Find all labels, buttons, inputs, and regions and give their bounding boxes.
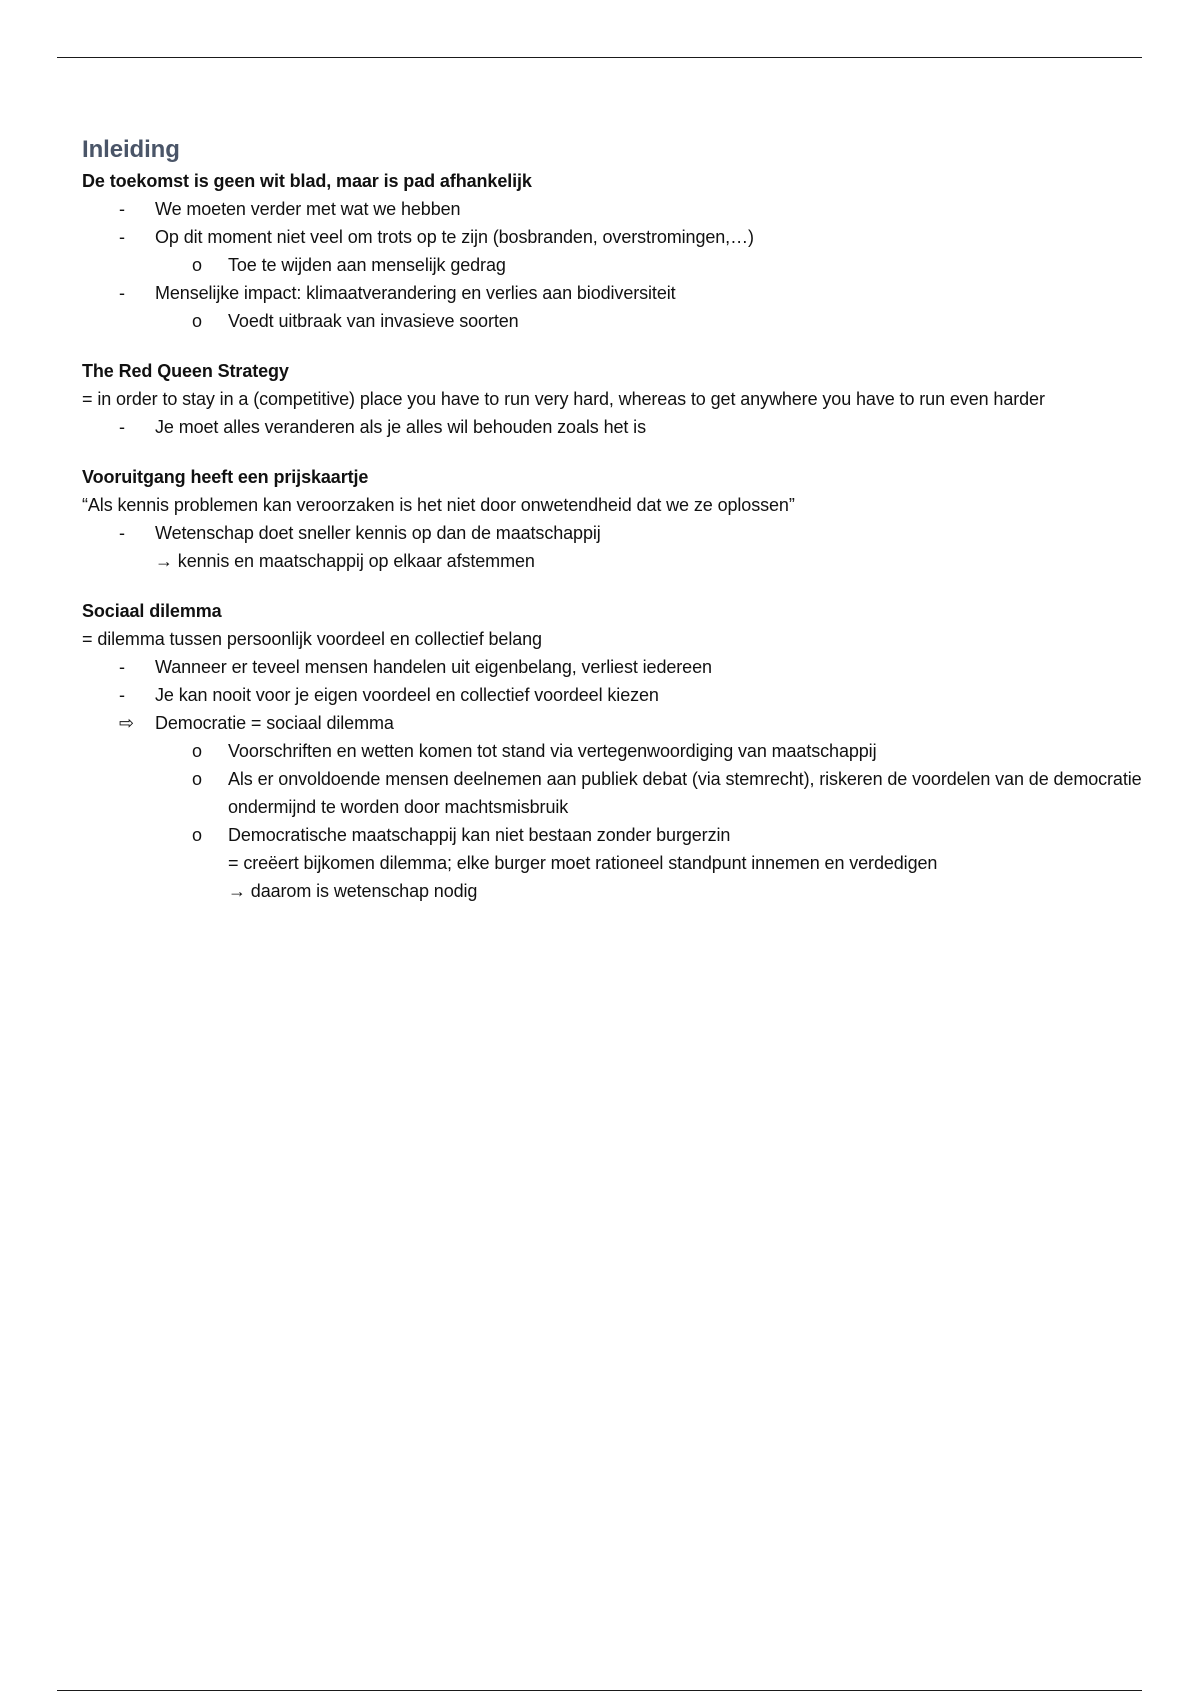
bullet-list (82, 653, 1182, 905)
page-heading: Inleiding (82, 136, 180, 163)
dash-bullet-icon: - (119, 199, 125, 219)
section-line: “Als kennis problemen kan veroorzaken is het niet door onwetendheid dat we ze oplossen” (82, 495, 795, 515)
sub-list-item (82, 765, 1182, 821)
bullet-list (82, 195, 1182, 335)
sub-list-item-text: Als er onvoldoende mensen deelnemen aan publiek debat (via stemrecht), riskeren de voordelen van de democratie ondermijnd te worden door machtsmisbruik (228, 769, 1142, 817)
dash-bullet-icon: - (119, 685, 125, 705)
section-title: Vooruitgang heeft een prijskaartje (82, 467, 369, 487)
circle-bullet-icon: o (192, 825, 202, 845)
section (82, 463, 1182, 575)
sub-list-item (82, 737, 1182, 765)
list-item-text: Wanneer er teveel mensen handelen uit eigenbelang, verliest iedereen (155, 657, 712, 677)
dash-bullet-icon: - (119, 523, 125, 543)
list-item (82, 223, 1182, 251)
bullet-list (82, 413, 1182, 441)
list-item-text: We moeten verder met wat we hebben (155, 199, 461, 219)
bullet-list (82, 519, 1182, 575)
sub-list-item-text: Democratische maatschappij kan niet bestaan zonder burgerzin (228, 825, 731, 845)
list-item (82, 653, 1182, 681)
sub-list-item-text: Voorschriften en wetten komen tot stand via vertegenwoordiging van maatschappij (228, 741, 877, 761)
circle-bullet-icon: o (192, 741, 202, 761)
dash-bullet-icon: - (119, 417, 125, 437)
section-line: = in order to stay in a (competitive) place you have to run very hard, whereas to get anywhere you have to run even harder (82, 389, 1045, 409)
sub-list-item-text: Toe te wijden aan menselijk gedrag (228, 255, 506, 275)
section (82, 357, 1182, 441)
sub-list-item (82, 307, 1182, 335)
circle-bullet-icon: o (192, 769, 202, 789)
sub-list-item (82, 821, 1182, 905)
arrow-bullet-icon: ⇨ (119, 713, 134, 733)
section-title: Sociaal dilemma (82, 601, 222, 621)
circle-bullet-icon: o (192, 311, 202, 331)
list-item (82, 519, 1182, 575)
dash-bullet-icon: - (119, 657, 125, 677)
list-item-text: Op dit moment niet veel om trots op te zijn (bosbranden, overstromingen,…) (155, 227, 754, 247)
list-item-text: Wetenschap doet sneller kennis op dan de maatschappij (155, 523, 601, 543)
section-title: De toekomst is geen wit blad, maar is pad afhankelijk (82, 171, 532, 191)
dash-bullet-icon: - (119, 283, 125, 303)
header-rule (57, 57, 1142, 58)
section-list (82, 167, 1182, 905)
document-body (82, 133, 1182, 927)
section-title: The Red Queen Strategy (82, 361, 289, 381)
list-item (82, 413, 1182, 441)
section (82, 597, 1182, 905)
list-item (82, 279, 1182, 307)
list-item-text: Menselijke impact: klimaatverandering en verlies aan biodiversiteit (155, 283, 676, 303)
sub-list-item-text: Voedt uitbraak van invasieve soorten (228, 311, 519, 331)
sub-list-item (82, 251, 1182, 279)
list-item (82, 681, 1182, 709)
sub-list-item-continuation: → daarom is wetenschap nodig (228, 881, 478, 901)
section-line: = dilemma tussen persoonlijk voordeel en collectief belang (82, 629, 542, 649)
list-item-text: Democratie = sociaal dilemma (155, 713, 394, 733)
section (82, 167, 1182, 335)
list-item-continuation: → kennis en maatschappij op elkaar afstemmen (155, 551, 535, 571)
sub-list-item-continuation: = creëert bijkomen dilemma; elke burger moet rationeel standpunt innemen en verdedigen (228, 853, 938, 873)
circle-bullet-icon: o (192, 255, 202, 275)
list-item-text: Je kan nooit voor je eigen voordeel en collectief voordeel kiezen (155, 685, 659, 705)
footer-rule (57, 1690, 1142, 1691)
list-item (82, 709, 1182, 737)
dash-bullet-icon: - (119, 227, 125, 247)
list-item (82, 195, 1182, 223)
list-item-text: Je moet alles veranderen als je alles wil behouden zoals het is (155, 417, 646, 437)
